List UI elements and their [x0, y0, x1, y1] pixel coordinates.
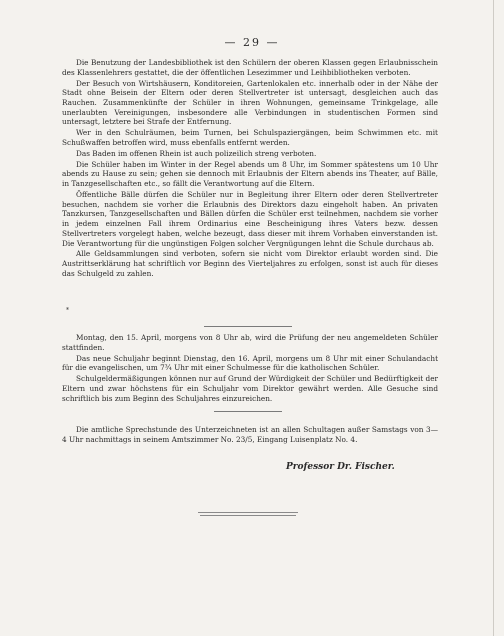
- paragraph-library: Die Benutzung der Landesbibliothek ist den Schülern der oberen Klassen gegen Erlaubnisschein des Klassenlehrers gestattet, die der öffentlichen Lesezimmer und Leihbibliotheken verboten.: [62, 58, 438, 77]
- paragraph-collections: Alle Geldsammlungen sind verboten, sofern sie nicht vom Direktor erlaubt worden sind. Die Austrittserklärung hat schriftlich vor Beginn des Vierteljahres zu erfolgen, sonst ist auch für dieses das Schulgeld zu zahlen.: [62, 249, 438, 278]
- section-divider: [204, 326, 292, 327]
- paragraph-school-year: Das neue Schuljahr beginnt Dienstag, den 16. April, morgens um 8 Uhr mit einer Schulandacht für die evangelischen, um 7¾ Uhr mit einer Schulmesse für die katholischen Schüler.: [62, 353, 438, 373]
- school-year-section: [62, 333, 438, 404]
- paragraph-balls: Öffentliche Bälle dürfen die Schüler nur in Begleitung ihrer Eltern oder deren Stellvertreter besuchen, nachdem sie vorher die Erlaubnis des Direktors dazu eingeholt haben. An privaten Tanzkursen, Tanzgesellschaften und Bällen dürfen die Schüler erst teilnehmen, nachdem sie vorher in jedem einzelnen Fall ihrem Ordinarius eine Bescheinigung ihres Vaters bezw. dessen Stellvertreters vorgelegt haben, welche bezeugt, dass dieser mit ihrem Vorhaben einverstanden ist. Die Verantwortung für die ungünstigen Folgen solcher Vergnügungen lehnt die Schule durchaus ab.: [62, 190, 438, 248]
- paragraph-bathing: Das Baden im offenen Rhein ist auch polizeilich streng verboten.: [76, 148, 317, 158]
- signature: Professor Dr. Fischer.: [286, 462, 395, 472]
- paragraph-weapons: Wer in den Schulräumen, beim Turnen, bei Schulspaziergängen, beim Schwimmen etc. mit Schußwaffen betroffen wird, muss ebenfalls entfernt werden.: [62, 128, 438, 147]
- page-number: — 29 —: [224, 36, 280, 49]
- closing-rule: [198, 512, 298, 513]
- paragraph-taverns: Der Besuch von Wirtshäusern, Konditoreien, Gartenlokalen etc. innerhalb oder in der Nähe der Stadt ohne Beisein der Eltern oder deren Stellvertreter ist untersagt, desgleichen auch das Rauchen. Zusammenkünfte der Schüler in ihren Wohnungen, gemeinsame Trinkgelage, alle unerlaubten Vereinigungen, insbesondere alle Verbindungen in studentischen Formen sind untersagt, letztere bei Strafe der Entfernung.: [62, 78, 438, 127]
- paragraph-office-hours: Die amtliche Sprechstunde des Unterzeichneten ist an allen Schultagen außer Samstags von 3—4 Uhr nachmittags in seinem Amtszimmer No. 23/5, Eingang Luisenplatz No. 4.: [62, 425, 438, 444]
- rules-section: [62, 58, 438, 280]
- closing-rule: [200, 515, 296, 516]
- page-edge: [493, 0, 494, 636]
- asterisk-mark: *: [66, 307, 69, 314]
- section-divider: [214, 411, 282, 412]
- paragraph-curfew: Die Schüler haben im Winter in der Regel abends um 8 Uhr, im Sommer spätestens um 10 Uhr abends zu Hause zu sein; gehen sie dennoch mit Erlaubnis der Eltern abends ins Theater, auf Bälle, in Tanzgesellschaften etc., so fällt die Verantwortung auf die Eltern.: [62, 159, 438, 189]
- paragraph-fees: Schulgeldermäßigungen können nur auf Grund der Würdigkeit der Schüler und Bedürftigkeit der Eltern und zwar höchstens für ein Schuljahr vom Direktor gewährt werden. Alle Gesuche sind schriftlich bis zum Beginn des Schuljahres einzureichen.: [62, 374, 439, 403]
- paragraph-exam: Montag, den 15. April, morgens von 8 Uhr ab, wird die Prüfung der neu angemeldeten Schüler stattfinden.: [62, 333, 438, 352]
- office-hours-section: [62, 425, 438, 446]
